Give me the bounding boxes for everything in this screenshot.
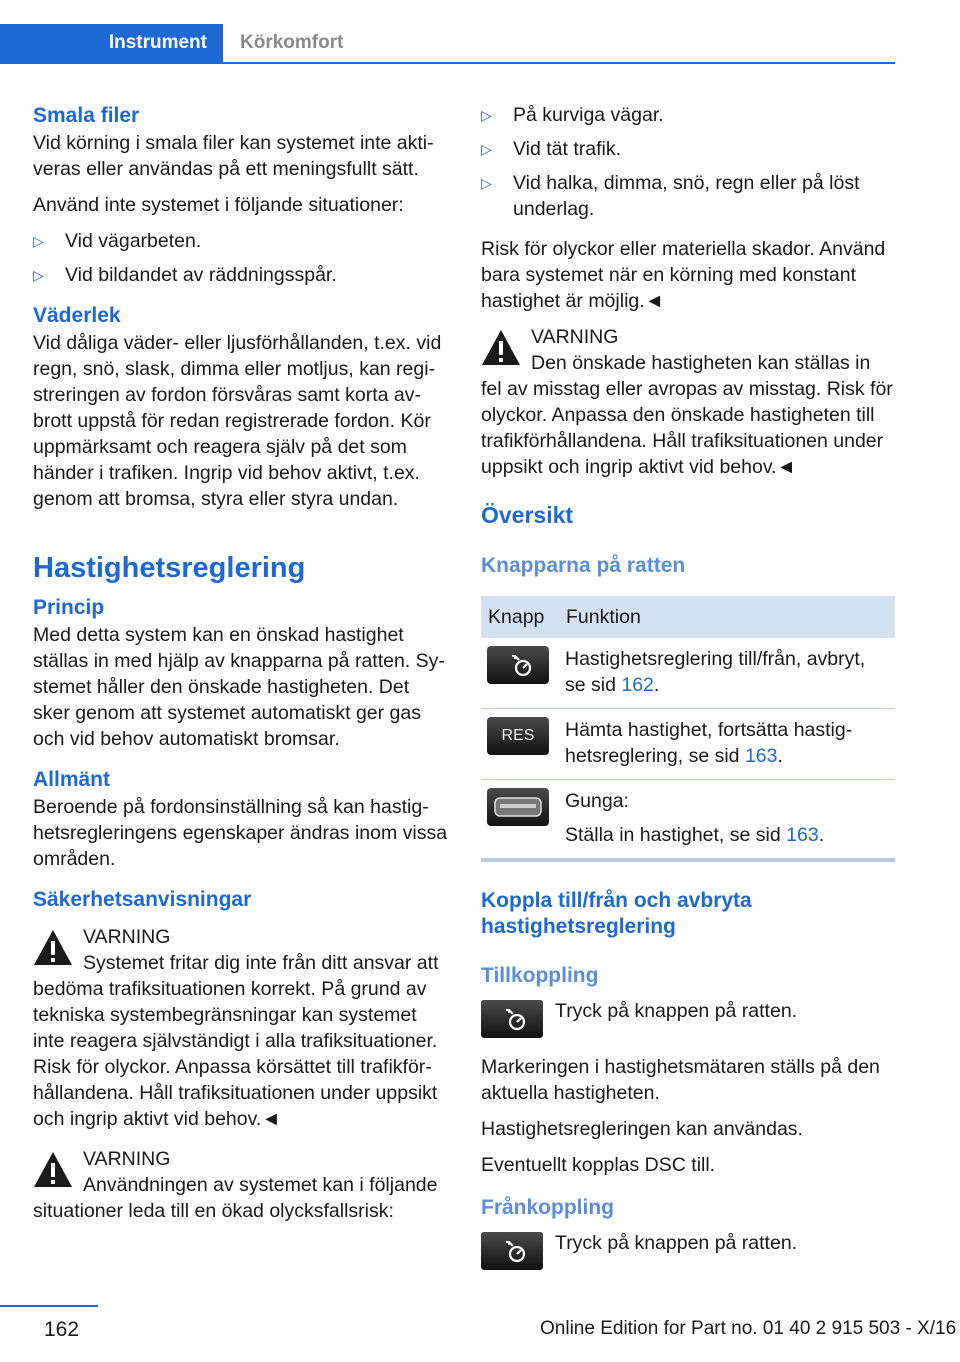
res-button-label: RES [501, 727, 535, 744]
warning-text: Den önskade hastigheten kan ställas in fel av misstag eller avropas av misstag. Risk för olyckor. Anpassa den önskade hastigheten till trafikförhållandena. Håll trafiksituationen under uppsikt och ingrip aktivt vid behov.◄ [481, 352, 893, 478]
warning-block [33, 924, 448, 1132]
heading-knapparna: Knapparna på ratten [481, 554, 686, 577]
table-row [481, 780, 895, 861]
paragraph-dsc: Eventuellt kopplas DSC till. [481, 1154, 716, 1176]
heading-vaderlek: Väderlek [33, 304, 121, 327]
instruction-frankoppling [481, 1230, 896, 1276]
function-text: Hämta hastighet, fortsätta hastighetsreglering, se sid [565, 719, 853, 767]
warning-block [481, 324, 896, 480]
list-item: ▷ Vid bildandet av räddningsspår. [33, 262, 448, 288]
warning-title: VARNING [83, 926, 171, 948]
punctuation: . [653, 674, 660, 696]
table-cell [481, 709, 559, 780]
res-button-icon [487, 717, 549, 755]
table-cell [559, 709, 895, 780]
rocker-switch-icon [487, 788, 549, 826]
table-row [481, 638, 895, 709]
heading-allmant: Allmänt [33, 768, 111, 791]
instruction-text: Tryck på knappen på ratten. [555, 1232, 798, 1254]
paragraph-kan-anvandas: Hastighetsregleringen kan användas. [481, 1118, 803, 1140]
paragraph-anvand-inte: Använd inte systemet i följande situationer: [33, 194, 404, 216]
list-item: ▷ På kurviga vägar. [481, 102, 896, 128]
left-column [33, 102, 448, 1238]
heading-princip: Princip [33, 596, 105, 619]
situations-list-continued [481, 102, 896, 222]
right-column [481, 102, 896, 1276]
function-text: Ställa in hastighet, se sid [565, 824, 787, 846]
speed-control-button-icon [487, 646, 549, 684]
footer-rule [0, 1305, 98, 1307]
heading-tillkoppling: Tillkoppling [481, 964, 599, 987]
instruction-tillkoppling [481, 998, 896, 1044]
punctuation: . [777, 745, 783, 767]
tab-instrument[interactable]: Instrument [0, 24, 223, 62]
edition-note: Online Edition for Part no. 01 40 2 915 503 - X/16 [540, 1318, 957, 1339]
page-link[interactable]: 162 [621, 674, 654, 696]
column-header-funktion: Funktion [559, 596, 895, 638]
table-cell [559, 638, 895, 709]
paragraph-smala-filer: Vid körning i smala filer kan systemet inte aktiveras eller användas på ett meningsfullt sätt. [33, 132, 434, 180]
warning-text: Användningen av systemet kan i följande situationer leda till en ökad olycksfallsrisk: [33, 1174, 438, 1222]
paragraph-princip: Med detta system kan en önskad hastighet ställas in med hjälp av knapparna på ratten. Systemet håller den önskade hastigheten. Det sker genom att systemet automatiskt ger gas och vid behov automatiskt bromsar. [33, 624, 445, 750]
header-tabbar [0, 24, 895, 64]
punctuation: . [818, 824, 825, 846]
instruction-text: Tryck på knappen på ratten. [555, 1000, 798, 1022]
warning-triangle-icon [33, 1150, 73, 1190]
warning-text: Systemet fritar dig inte från ditt ansvar att bedöma trafiksituationen korrekt. På grund av tekniska systembegränsningar kan systemet inte reagera självständigt i alla trafiksituationer. Risk för olyckor. Anpassa körsättet till trafikförhållandena. Håll trafiksituationen under uppsikt och ingrip aktivt vid behov.◄ [33, 952, 439, 1130]
page-number: 162 [44, 1318, 80, 1341]
list-item: ▷ Vid tät trafik. [481, 136, 896, 162]
speed-control-button-icon [481, 1232, 543, 1270]
page-link[interactable]: 163 [744, 745, 778, 767]
paragraph-allmant: Beroende på fordonsinställning så kan hastighetsregleringens egenskaper ändras inom vissa områden. [33, 796, 448, 870]
page-link[interactable]: 163 [786, 824, 819, 846]
warning-triangle-icon [481, 328, 521, 368]
speed-control-button-icon [481, 1000, 543, 1038]
table-row [481, 709, 895, 780]
warning-title: VARNING [83, 1148, 171, 1170]
column-header-knapp: Knapp [481, 596, 559, 638]
heading-sakerhetsanvisningar: Säkerhetsanvisningar [33, 888, 252, 911]
paragraph-vaderlek: Vid dåliga väder- eller ljusförhållanden, t.ex. vid regn, snö, slask, dimma eller motljus, kan registreringen av fordon försvåras samt korta avbrott uppstå för redan registrerade fordon. Kör uppmärksamt och reagera själv på det som händer i trafiken. Ingrip vid behov aktivt, t.ex. genom att bromsa, styra eller styra undan. [33, 332, 442, 510]
function-text: Hastighetsreglering till/från, avbryt, se sid [565, 648, 866, 696]
list-item: ▷ Vid vägarbeten. [33, 228, 448, 254]
warning-title: VARNING [531, 326, 619, 348]
list-item: ▷ Vid halka, dimma, snö, regn eller på löst underlag. [481, 170, 896, 222]
table-cell [481, 780, 559, 861]
warning-triangle-icon [33, 928, 73, 968]
heading-smala-filer: Smala filer [33, 104, 140, 127]
tab-korkomfort[interactable]: Körkomfort [240, 32, 344, 53]
heading-koppla: Koppla till/från och avbryta hastighetsreglering [481, 889, 752, 938]
situations-list [33, 228, 448, 288]
table-cell [481, 638, 559, 709]
buttons-table [481, 596, 895, 862]
paragraph-risk: Risk för olyckor eller materiella skador. Använd bara systemet när en körning med konstant hastighet är möjlig.◄ [481, 238, 886, 312]
heading-oversikt: Översikt [481, 502, 574, 528]
table-cell [559, 780, 895, 861]
warning-block [33, 1146, 448, 1224]
section-title-hastighetsreglering: Hastighetsreglering [33, 552, 306, 584]
function-text: Gunga: [565, 790, 629, 812]
heading-frankoppling: Frånkoppling [481, 1196, 614, 1219]
paragraph-markering: Markeringen i hastighetsmätaren ställs på den aktuella hastigheten. [481, 1056, 880, 1104]
table-header-row [481, 596, 895, 638]
